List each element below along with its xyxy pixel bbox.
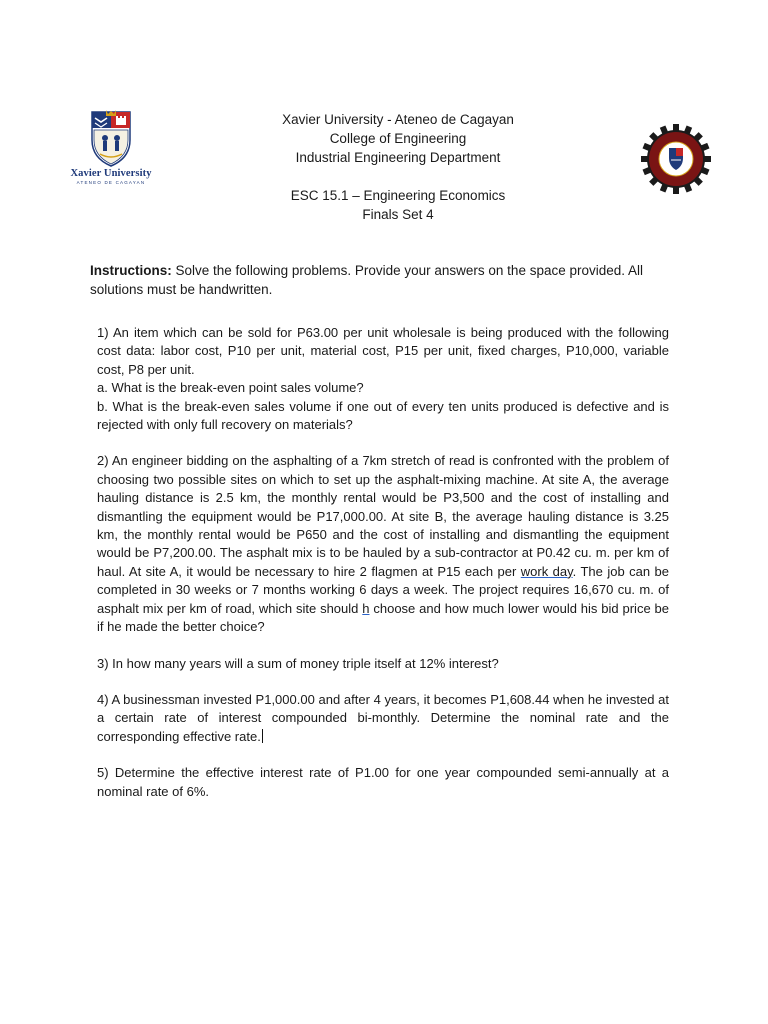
document-header	[0, 110, 768, 235]
problem-2-text-part-3: . The job can be completed in 30 weeks or 7 months working 6 days a week. The project requires 16,670 cu. m. of asphalt mix per km of road, which site should	[97, 563, 669, 616]
problem-1-text: 1) An item which can be sold for P63.00 per unit wholesale is being produced with the following cost data: labor cost, P10 per unit, material cost, P15 per unit, fixed charges, P10,000, variable cost, P8 per unit.	[97, 325, 669, 377]
problem-2-text-part-5: choose and how much lower would his bid price be if he made the better choice?	[97, 600, 669, 635]
instructions-paragraph	[90, 261, 680, 299]
header-spacer	[198, 167, 598, 186]
college-name: College of Engineering	[329, 131, 467, 146]
spellcheck-flag-work-day[interactable]: work day	[520, 563, 573, 579]
problem-2-text-part-1: 2) An engineer bidding on the asphalting of a 7km stretch of read is confronted with the problem of choosing two possible sites on which to set up the asphalt-mixing machine. At site A, the average hauling distance is 2.5 km, the monthly rental would be P3,500 and the cost of installing and dismantling the equipment would be P17,000.00. At site B, the average hauling distance is 3.25 km, the monthly rental would be P650 and the cost of installing and dismantling the equipment would be P7,200.00. The asphalt mix is to be hauled by a sub-contractor at P0.42 cu. m. per km of haul. At site A, it would be necessary to hire 2 flagmen at P15 each per	[97, 453, 669, 579]
xu-crest-icon	[70, 110, 152, 168]
department-name: Industrial Engineering Department	[295, 150, 501, 165]
college-of-engineering-seal	[641, 124, 711, 194]
spellcheck-flag-h[interactable]: h	[362, 600, 370, 616]
problem-2	[97, 452, 669, 636]
problem-1-part-a: a. What is the break-even point sales volume?	[97, 380, 364, 396]
set-title: Finals Set 4	[362, 207, 434, 222]
problem-3	[97, 655, 669, 673]
problem-1-part-b: b. What is the break-even sales volume if one out of every ten units produced is defective and is rejected with only full recovery on materials?	[97, 398, 669, 433]
coe-gear-seal-icon	[641, 124, 711, 194]
problem-4-paragraph	[97, 691, 669, 746]
problems-list	[97, 324, 669, 819]
instructions-label: Instructions:	[90, 263, 172, 278]
xu-logo-subtitle: ATENEO DE CAGAYAN	[76, 180, 146, 185]
problem-5	[97, 764, 669, 801]
header-text-block	[198, 110, 598, 224]
problem-1	[97, 324, 669, 434]
xavier-university-logo	[70, 110, 152, 186]
university-name: Xavier University - Ateneo de Cagayan	[282, 112, 514, 127]
problem-3-text: 3) In how many years will a sum of money triple itself at 12% interest?	[97, 655, 499, 671]
problem-4-text: 4) A businessman invested P1,000.00 and after 4 years, it becomes P1,608.44 when he invested at a certain rate of interest compounded bi-monthly. Determine the nominal rate and the corresponding effective rate.	[97, 691, 669, 744]
instructions-text: Solve the following problems. Provide your answers on the space provided. All solutions must be handwritten.	[90, 263, 644, 297]
xu-logo-name: Xavier University	[70, 168, 152, 179]
problem-4	[97, 691, 669, 746]
course-title: ESC 15.1 – Engineering Economics	[290, 188, 506, 203]
problem-5-text: 5) Determine the effective interest rate of P1.00 for one year compounded semi-annually at a nominal rate of 6%.	[97, 765, 669, 799]
problem-2-text	[97, 452, 669, 636]
text-cursor[interactable]	[262, 729, 263, 743]
